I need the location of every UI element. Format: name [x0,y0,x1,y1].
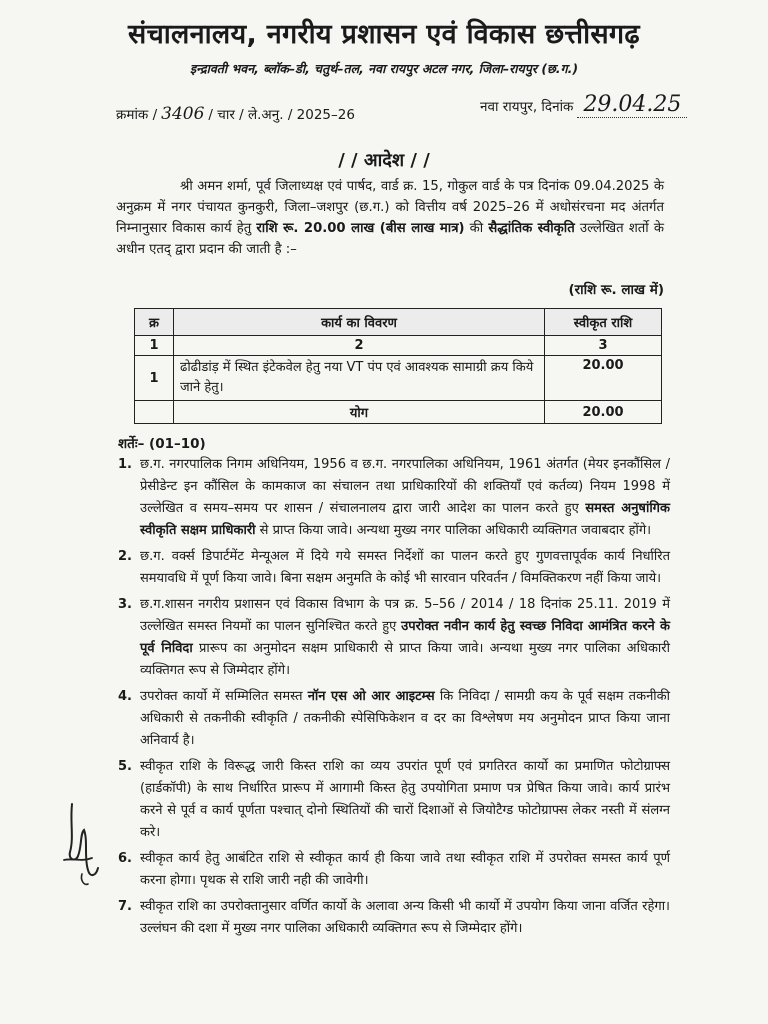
condition-text: उपरोक्त कार्यो में सम्मिलित समस्त [140,689,308,704]
total-blank [135,401,174,424]
condition-number: 3. [118,597,132,612]
conditions-heading: शर्तेः– (01–10) [118,436,206,452]
intro-sanction: सैद्धांतिक स्वीकृति [488,221,575,236]
condition-number: 5. [118,759,132,774]
index-description: 2 [174,336,545,356]
condition-number: 4. [118,689,132,704]
condition-text: छ.ग. नगरपालिक निगम अधिनियम, 1956 व छ.ग. नगरपालिका अधिनियम, 1961 अंतर्गत (मेयर इनकौंसिल / प्रेसीडेन्ट इन कौंसिल के कामकाज का संचालन तथा प्राधिकारियों की शक्तियाँ एवं कर्तव्य) नियम 1998 में उल्लेखित व समय–समय पर शासन / संचालनालय द्वारा जारी आदेश का पालन करते हुए [140,457,670,516]
reference-suffix: / चार / ले.अनु. / 2025–26 [208,107,355,123]
condition-bold-text: उपरोक्त नवीन कार्य हेतु स्वच्छ निविदा आमंत्रित करने के पूर्व निविदा [140,619,670,656]
condition-text-tail: से प्राप्त किया जावे। अन्यथा मुख्य नगर पालिका अधिकारी व्यक्तिगत जवाबदार होंगे। [255,523,652,538]
department-address: इन्द्रावती भवन, ब्लॉक–डी, चतुर्थ–तल, नवा रायपुर अटल नगर, जिला–रायपुर (छ.ग.) [189,61,579,76]
order-heading: / / आदेश / / [338,150,430,171]
handwritten-initials-signature [58,800,108,890]
total-amount: 20.00 [545,401,662,424]
condition-item [118,896,670,940]
row-amount: 20.00 [545,356,662,401]
intro-text-3: उल्लेखित शर्तो के अधीन एतद् द्वारा प्रदान की जाती है :– [116,221,664,257]
intro-amount: राशि रू. 20.00 लाख (बीस लाख मात्र) [256,221,465,236]
condition-item [118,454,670,542]
header-amount: स्वीकृत राशि [545,309,662,336]
table-header-row [135,309,662,336]
condition-item [118,848,670,892]
table-row [135,356,662,401]
condition-bold-text: समस्त अनुषांगिक स्वीकृति सक्षम प्राधिकारी [140,501,670,538]
handwritten-date: 29.04.25 [577,92,687,118]
department-title: संचालनालय, नगरीय प्रशासन एवं विकास छत्तीसगढ़ [128,19,640,50]
condition-item [118,546,670,590]
row-description: ढोढीडांड़ में स्थित इंटेकवेल हेतु नया VT पंप एवं आवश्यक सामाग्री क्रय किये जाने हेतु। [174,356,545,401]
reference-number [116,104,355,124]
header-description: कार्य का विवरण [174,309,545,336]
index-sn: 1 [135,336,174,356]
row-sn: 1 [135,356,174,401]
condition-number: 2. [118,549,132,564]
condition-text: छ.ग.शासन नगरीय प्रशासन एवं विकास विभाग के पत्र क्र. 5–56 / 2014 / 18 दिनांक 25.11. 2019 में उल्लेखित समस्त नियमों का पालन सुनिश्चित करते हुए [140,597,670,634]
header-sn: क्र [135,309,174,336]
condition-text-tail: प्रारूप का अनुमोदन सक्षम प्राधिकारी से प्राप्त किया जावे। अन्यथा मुख्य नगर पालिका अधिकारी व्यक्तिगत रूप से जिम्मेदार होंगे। [140,641,670,678]
intro-text-1: श्री अमन शर्मा, पूर्व जिलाध्यक्ष एवं पार्षद, वार्ड क्र. 15, गोकुल वार्ड के पत्र दिनांक 09.04.2025 के अनुक्रम में नगर पंचायत कुनकुरी, जिला–जशपुर (छ.ग.) को वित्तीय वर्ष 2025–26 में अधोसंरचना मद अंतर्गत निम्नानुसार विकास कार्य हेतु [116,179,664,236]
condition-number: 6. [118,851,132,866]
condition-number: 7. [118,899,132,914]
condition-item [118,594,670,682]
sanction-table [134,308,662,424]
reference-prefix: क्रमांक / [116,107,158,123]
condition-bold-text: नॉन एस ओ आर आइटम्स [307,689,435,704]
place-date [480,92,687,118]
index-amount: 3 [545,336,662,356]
condition-text: स्वीकृत राशि का उपरोक्तानुसार वर्णित कार्यो के अलावा अन्य किसी भी कार्यो में उपयोग किया जाना वर्जित रहेगा। उल्लंघन की दशा में मुख्य नगर पालिका अधिकारी व्यक्तिगत रूप से जिम्मेदार होंगे। [140,899,670,936]
conditions-list [118,454,670,944]
table-index-row [135,336,662,356]
condition-item [118,686,670,752]
condition-text: छ.ग. वर्क्स डिपार्टमेंट मेन्यूअल में दिये गये समस्त निर्देशों का पालन करते हुए गुणवत्तापूर्वक कार्य निर्धारित समयावधि में पूर्ण किया जावे। बिना सक्षम अनुमति के कोई भी सारवान परिवर्तन / विमक्तिकरण नहीं किया जाये। [140,549,670,586]
condition-item [118,756,670,844]
total-label: योग [174,401,545,424]
condition-text: स्वीकृत कार्य हेतु आबंटित राशि से स्वीकृत कार्य ही किया जावे तथा स्वीकृत राशि में उपरोक्त समस्त कार्य पूर्ण करना होगा। पृथक से राशि जारी नही की जावेगी। [140,851,670,888]
condition-text-tail: कि निविदा / सामग्री कय के पूर्व सक्षम तकनीकी अधिकारी से तकनीकी स्वीकृति / तकनीकी स्पेसिफिकेशन व दर का विश्लेषण मय अनुमोदन प्राप्त किया जाना अनिवार्य है। [140,689,671,748]
condition-number: 1. [118,457,132,472]
intro-paragraph [116,176,664,260]
condition-text: स्वीकृत राशि के विरूद्ध जारी किस्त राशि का व्यय उपरांत पूर्ण एवं प्रगतिरत कार्यो का प्रमाणित फोटोग्राफ्स (हार्डकॉपी) के साथ निर्धारित प्रारूप में आगामी किस्त हेतु उपयोगिता प्रमाण पत्र प्रेषित किया जावे। कार्य प्रारंभ करने से पूर्व व कार्य पूर्णता पश्चात् दोनो स्थितियों की चारों दिशाओं से जियोटैग्ड फोटोग्राफ्स लेकर नस्ती में संलग्न करे। [140,759,670,840]
reference-handwritten-number: 3406 [161,104,205,124]
place-date-label: नवा रायपुर, दिनांक [480,99,574,115]
amount-unit-note: (राशि रू. लाख में) [568,282,664,298]
table-total-row [135,401,662,424]
intro-text-2: की [464,221,489,236]
